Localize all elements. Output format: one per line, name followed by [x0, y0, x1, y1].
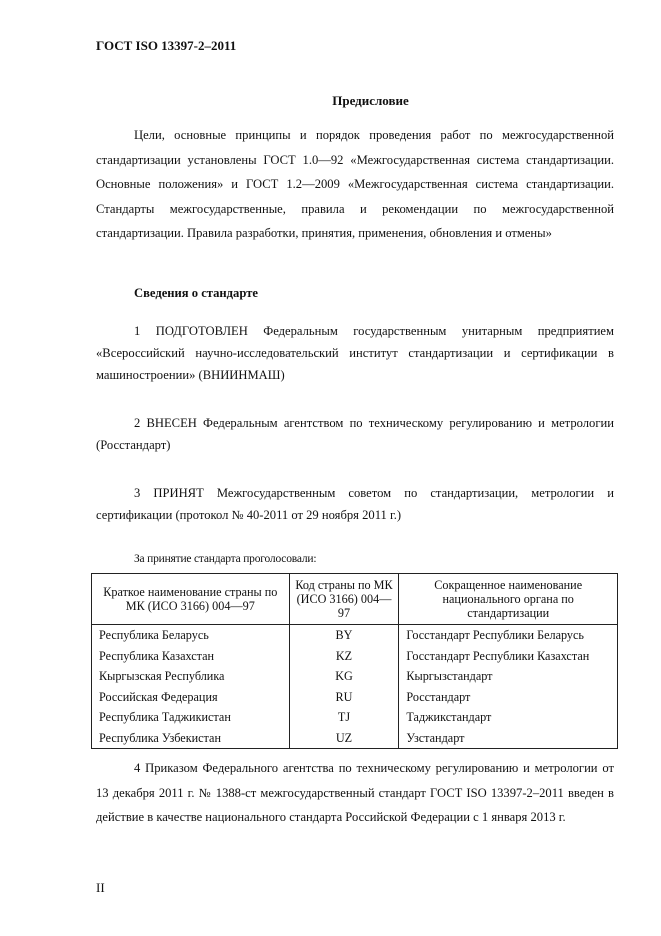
country-cell: Республика Таджикистан [92, 707, 290, 728]
table-row [92, 666, 618, 687]
authority-cell: Кыргызстандарт [399, 666, 618, 687]
section-title: Предисловие [332, 93, 409, 108]
code-cell: TJ [289, 707, 399, 728]
table-row [92, 707, 618, 728]
item-4-paragraph: 4 Приказом Федерального агентства по техническому регулированию и метрологии от 13 декабря 2011 г. № 1388-ст межгосударственный стандарт ГОСТ ISO 13397-2–2011 введен в действие в качестве национального стандарта Российской Федерации с 1 января 2013 г. [96, 761, 614, 824]
column-header-authority: Сокращенное наименование национального органа по стандартизации [399, 574, 618, 625]
code-cell: RU [289, 687, 399, 708]
item-1-paragraph: 1 ПОДГОТОВЛЕН Федеральным государственным унитарным предприятием «Всероссийский научно-исследовательский институт стандартизации и сертификации в машиностроении» (ВНИИНМАШ) [96, 324, 614, 382]
code-cell: UZ [289, 728, 399, 749]
page-number: II [96, 880, 105, 895]
item-2-paragraph: 2 ВНЕСЕН Федеральным агентством по техническому регулированию и метрологии (Росстандарт) [96, 416, 614, 452]
document-code-header: ГОСТ ISO 13397-2–2011 [96, 38, 237, 53]
table-row [92, 646, 618, 667]
column-header-code: Код страны по МК (ИСО 3166) 004—97 [289, 574, 399, 625]
authority-cell: Таджикстандарт [399, 707, 618, 728]
item-3-paragraph: 3 ПРИНЯТ Межгосударственным советом по стандартизации, метрологии и сертификации (протокол № 40-2011 от 29 ноября 2011 г.) [96, 486, 614, 522]
authority-cell: Росстандарт [399, 687, 618, 708]
table-row [92, 728, 618, 749]
country-cell: Республика Узбекистан [92, 728, 290, 749]
country-cell: Республика Беларусь [92, 625, 290, 646]
column-header-country: Краткое наименование страны по МК (ИСО 3166) 004—97 [92, 574, 290, 625]
authority-cell: Госстандарт Республики Казахстан [399, 646, 618, 667]
table-row [92, 625, 618, 646]
code-cell: KZ [289, 646, 399, 667]
table-header-row [92, 574, 618, 625]
vote-caption: За принятие стандарта проголосовали: [134, 553, 317, 565]
table-row [92, 687, 618, 708]
country-cell: Кыргызская Республика [92, 666, 290, 687]
info-heading: Сведения о стандарте [134, 286, 258, 300]
authority-cell: Узстандарт [399, 728, 618, 749]
country-cell: Российская Федерация [92, 687, 290, 708]
authority-cell: Госстандарт Республики Беларусь [399, 625, 618, 646]
voting-countries-table [91, 573, 618, 749]
intro-paragraph: Цели, основные принципы и порядок проведения работ по межгосударственной стандартизации установлены ГОСТ 1.0—92 «Межгосударственная система стандартизации. Основные положения» и ГОСТ 1.2—2009 «Межгосударственная система стандартизации. Стандарты межгосударственные, правила и рекомендации по межгосударственной стандартизации. Правила разработки, принятия, применения, обновления и отмены» [96, 128, 614, 240]
country-cell: Республика Казахстан [92, 646, 290, 667]
code-cell: KG [289, 666, 399, 687]
code-cell: BY [289, 625, 399, 646]
